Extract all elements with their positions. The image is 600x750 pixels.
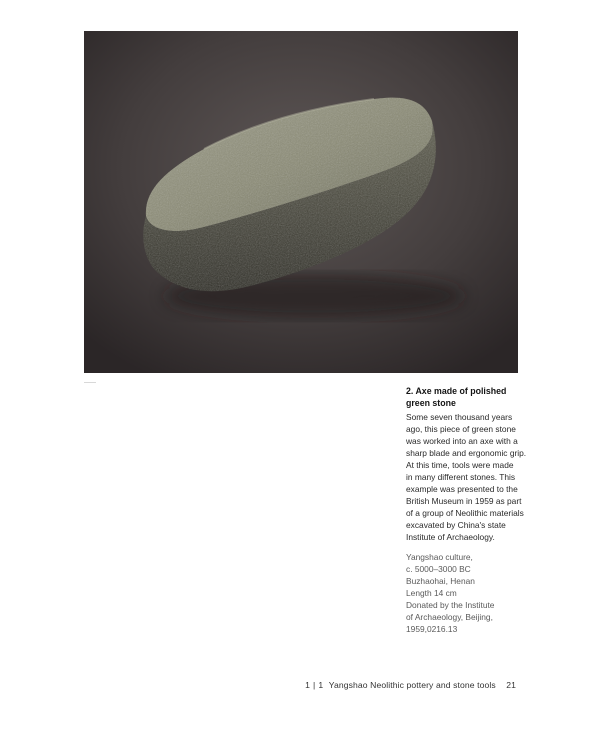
caption-body-line: British Museum in 1959 as part bbox=[406, 496, 522, 506]
caption-body-line: sharp blade and ergonomic grip. bbox=[406, 448, 527, 458]
caption-title-line: 2. Axe made of polished bbox=[406, 386, 507, 396]
detail-donor: of Archaeology, Beijing, bbox=[406, 612, 493, 622]
detail-culture: Yangshao culture, bbox=[406, 552, 473, 562]
detail-registration: 1959,0216.13 bbox=[406, 624, 458, 634]
caption-body-line: was worked into an axe with a bbox=[406, 436, 518, 446]
caption-body-line: example was presented to the bbox=[406, 484, 518, 494]
caption-title bbox=[406, 386, 546, 409]
caption-body-line: Some seven thousand years bbox=[406, 412, 513, 422]
chapter-number: 1 bbox=[305, 680, 311, 690]
caption-details bbox=[406, 551, 546, 635]
detail-donor: Donated by the Institute bbox=[406, 600, 495, 610]
caption-body-line: of a group of Neolithic materials bbox=[406, 508, 524, 518]
footer-separator: | bbox=[313, 680, 316, 690]
detail-site: Buzhaohai, Henan bbox=[406, 576, 475, 586]
section-title: Yangshao Neolithic pottery and stone tools bbox=[328, 680, 496, 690]
caption-body-line: Institute of Archaeology. bbox=[406, 532, 495, 542]
caption-body-line: ago, this piece of green stone bbox=[406, 424, 516, 434]
caption bbox=[406, 386, 546, 635]
caption-body-line: excavated by China's state bbox=[406, 520, 506, 530]
caption-title-line: green stone bbox=[406, 397, 456, 408]
page-number: 21 bbox=[506, 680, 516, 690]
detail-length: Length 14 cm bbox=[406, 588, 457, 598]
section-number: 1 bbox=[318, 680, 324, 690]
caption-body-line: At this time, tools were made bbox=[406, 460, 514, 470]
artifact-photo bbox=[84, 31, 518, 373]
caption-body bbox=[406, 411, 546, 543]
detail-date: c. 5000–3000 BC bbox=[406, 564, 471, 574]
running-footer bbox=[305, 680, 516, 690]
photo-marker bbox=[84, 382, 96, 383]
caption-body-line: in many different stones. This bbox=[406, 472, 516, 482]
